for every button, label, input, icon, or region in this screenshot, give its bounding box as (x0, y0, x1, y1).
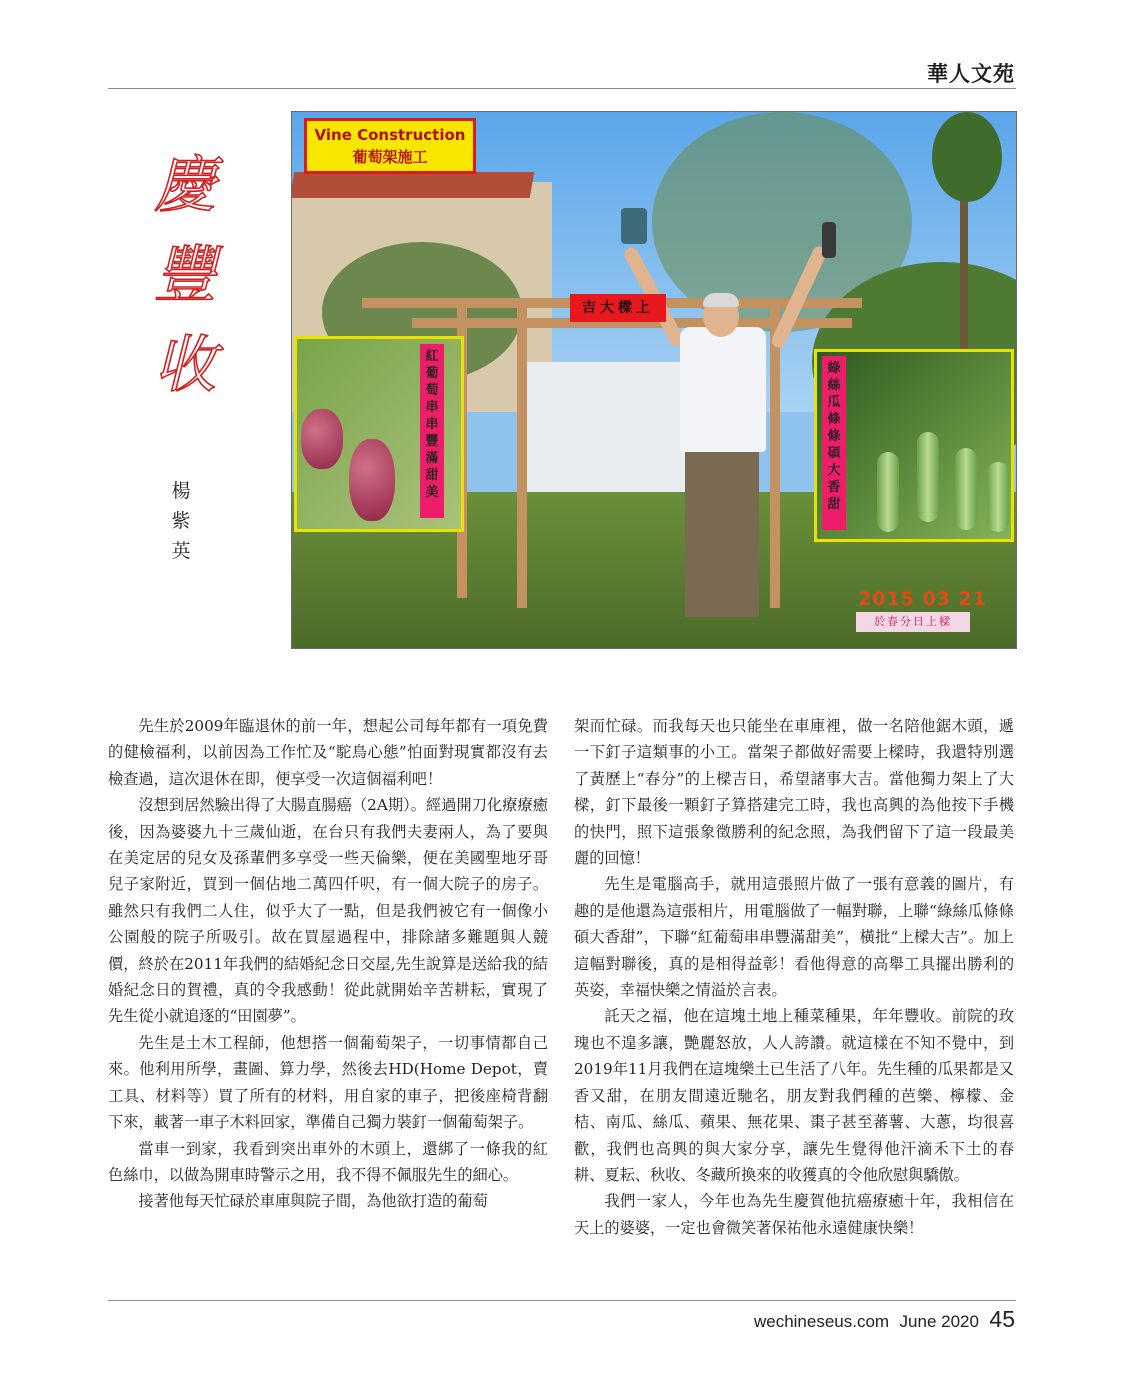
photo-banner (304, 118, 476, 174)
trellis-post (770, 308, 780, 608)
right-couplet (822, 356, 846, 530)
couplet-char: 碩 (827, 446, 841, 461)
body-paragraph: 先生是電腦高手，就用這張照片做了一張有意義的圖片，有趣的是他還為這張相片，用電腦做了一幅對聯，上聯“綠絲瓜條條碩大香甜”，下聯“紅葡萄串串豐滿甜美”，橫批“上樑大吉”。加上這幅對聯後，真的是相得益彰！看他得意的高舉工具擺出勝利的英姿，幸福快樂之情溢於言表。 (574, 875, 1014, 1000)
cucumber (955, 448, 977, 530)
horizontal-scroll: 吉大樑上 (570, 294, 666, 322)
couplet-char: 大 (827, 463, 841, 478)
man-hair (703, 293, 739, 307)
body-paragraph: 沒想到居然驗出得了大腸直腸癌（2A期）。經過開刀化療療癒後，因為婆婆九十三歲仙逝，在台只有我們夫妻兩人，為了要與在美定居的兒女及孫輩們多享受一些天倫樂，便在美國聖地牙哥兒子家附近，買到一個佔地二萬四仟呎，有一個大院子的房子。雖然只有我們二人住，似乎大了一點，但是我們被它有一個像小公園般的院子所吸引。故在買屋過程中，排除諸多難題與人競價，終於在2011年我們的結婚紀念日交屋,先生說算是送給我的結婚紀念日的賀禮，真的令我感動！從此就開始辛苦耕耘，實現了先生從小就追逐的“田園夢”。 (108, 796, 548, 1026)
footer-website: wechineseus.com (753, 1312, 890, 1331)
footer-issue-date: June 2020 (899, 1312, 979, 1331)
held-hammer (822, 222, 836, 258)
banner-chinese: 葡萄架施工 (352, 148, 428, 166)
footer-divider (108, 1300, 1016, 1301)
couplet-char: 串 (425, 417, 439, 432)
grape-cluster (301, 409, 343, 469)
palm-tree (932, 112, 1002, 202)
page-footer (754, 1306, 1015, 1333)
article-column-right (574, 713, 1014, 1241)
held-cap (621, 208, 647, 244)
title-char: 慶 (153, 148, 216, 221)
date-stamp: 2015 03 21 (858, 588, 987, 610)
couplet-char: 美 (425, 485, 439, 500)
body-paragraph-continued: 架而忙碌。而我每天也只能坐在車庫裡，做一名陪他鋸木頭，遞一下釘子這類事的小工。當架子都做好需要上樑時，我還特別選了黃歷上“春分”的上樑吉日，希望諸事大吉。當他獨力架上了大樑，釘下最後一顆釘子算搭建完工時，我也高興的為他按下手機的快門，照下這張象徵勝利的紀念照，為我們留下了這一段最美麗的回憶！ (574, 717, 1014, 868)
cucumber (877, 452, 899, 532)
couplet-char: 絲 (827, 378, 841, 393)
banner-english: Vine Construction (314, 126, 466, 144)
couplet-char: 甜 (425, 468, 439, 483)
couplet-char: 豐 (425, 434, 439, 449)
article-title (145, 140, 225, 410)
body-paragraph: 我們一家人，今年也為先生慶賀他抗癌療癒十年，我相信在天上的婆婆，一定也會微笑著保祐他永遠健康快樂！ (574, 1192, 1014, 1237)
section-title: 華人文苑 (927, 62, 1015, 86)
couplet-char: 瓜 (827, 395, 841, 410)
man-shirt (680, 327, 766, 452)
body-paragraph: 接著他每天忙碌於車庫與院子間，為他欲打造的葡萄 (138, 1192, 488, 1211)
couplet-char: 萄 (425, 383, 439, 398)
body-paragraph: 託天之福，他在這塊土地上種菜種果，年年豐收。前院的玫瑰也不遑多讓，艷麗怒放，人人誇讚。就這樣在不知不覺中，到2019年11月我們在這塊樂土已生活了八年。先生種的瓜果都是又香又甜，在朋友間遠近馳名，朋友對我們種的芭樂、檸檬、金桔、南瓜、絲瓜、蘋果、無花果、棗子甚至蕃薯、大蔥，均很喜歡，我們也高興的與大家分享，讓先生覺得他汗滴禾下土的春耕、夏耘、秋收、冬藏所換來的收獲真的令他欣慰與驕傲。 (574, 1007, 1014, 1184)
photo-shed (522, 362, 692, 502)
couplet-char: 紅 (425, 349, 439, 364)
article-column-left (108, 713, 548, 1215)
photo-roof (291, 172, 534, 198)
couplet-char: 綠 (827, 361, 841, 376)
man-legs (685, 447, 759, 617)
article-photo (291, 111, 1017, 649)
title-char: 收 (153, 328, 216, 401)
couplet-char: 滿 (425, 451, 439, 466)
left-couplet (420, 344, 444, 518)
cucumber (987, 462, 1009, 532)
body-paragraph: 當車一到家，我看到突出車外的木頭上，還綁了一條我的紅色絲巾，以做為開車時警示之用，我不得不佩服先生的細心。 (108, 1139, 548, 1184)
author-byline (168, 476, 194, 566)
couplet-char: 甜 (827, 497, 841, 512)
couplet-char: 葡 (425, 366, 439, 381)
couplet-char: 香 (827, 480, 841, 495)
author-char: 英 (171, 540, 191, 562)
trellis-post (517, 308, 527, 608)
title-char: 豐 (153, 238, 216, 311)
couplet-char: 串 (425, 400, 439, 415)
date-caption: 於春分日上樑 (856, 612, 970, 632)
couplet-char: 條 (827, 429, 841, 444)
header-divider (108, 88, 1016, 89)
author-char: 楊 (171, 480, 191, 502)
cucumber (917, 432, 939, 522)
page-number: 45 (989, 1306, 1015, 1332)
body-paragraph: 先生是土木工程師，他想搭一個葡萄架子，一切事情都自己來。他利用所學，畫圖、算力學，然後去HD(Home Depot，賣工具、材料等）買了所有的材料，用自家的車子，把後座椅背翻下來，載著一車子木料回家，準備自己獨力裝釘一個葡萄架子。 (108, 1033, 548, 1132)
author-char: 紫 (171, 510, 191, 532)
body-paragraph: 先生於2009年臨退休的前一年，想起公司每年都有一項免費的健檢福利，以前因為工作忙及“駝鳥心態”怕面對現實都沒有去檢查過，這次退休在即，便享受一次這個福利吧！ (108, 717, 548, 788)
couplet-char: 條 (827, 412, 841, 427)
grape-cluster (349, 439, 395, 521)
